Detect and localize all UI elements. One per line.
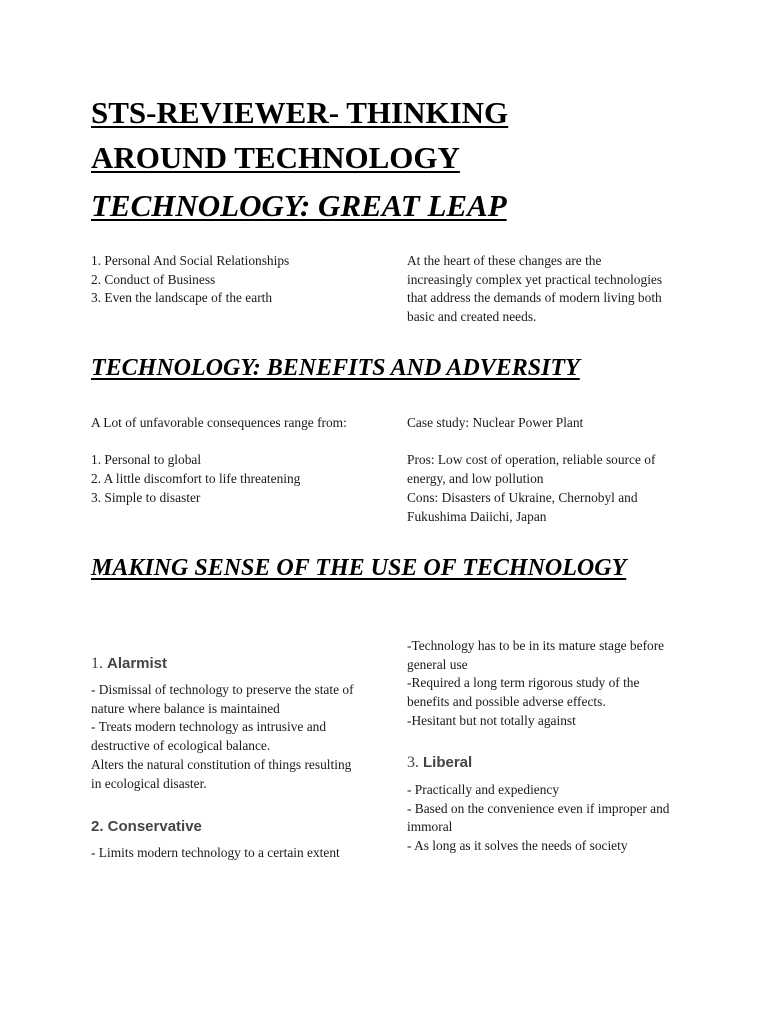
paragraph-line: Pros: Low cost of operation, reliable source of <box>407 452 656 468</box>
conservative-text <box>91 844 376 863</box>
paragraph-line: nature where balance is maintained <box>91 700 280 716</box>
great-leap-list <box>91 252 376 308</box>
paragraph-line: that address the demands of modern living both <box>407 290 662 306</box>
paragraph-line: - Treats modern technology as intrusive and <box>91 719 327 735</box>
spacer <box>91 433 376 452</box>
paragraph-line: energy, and low pollution <box>407 471 544 487</box>
subheading-number: 1. <box>91 655 103 672</box>
spacer <box>407 433 682 452</box>
paragraph-line: in ecological disaster. <box>91 775 207 791</box>
subheading-conservative <box>91 817 202 837</box>
subheading-alarmist <box>91 654 167 674</box>
subheading-liberal <box>407 753 472 773</box>
case-study <box>407 414 682 526</box>
list-item: 2. Conduct of Business <box>91 271 216 287</box>
section-heading-benefits: TECHNOLOGY: BENEFITS AND ADVERSITY <box>91 355 580 381</box>
paragraph-line: Cons: Disasters of Ukraine, Chernobyl and <box>407 489 638 505</box>
list-item: 1. Personal to global <box>91 452 202 468</box>
subheading-label: 2. Conservative <box>91 818 202 835</box>
paragraph-line: Alters the natural constitution of things resulting <box>91 756 352 772</box>
title-line-2: AROUND TECHNOLOGY <box>91 140 460 175</box>
paragraph-line: Fukushima Daiichi, Japan <box>407 508 547 524</box>
subheading-name: Liberal <box>423 754 473 771</box>
list-item: 3. Simple to disaster <box>91 489 201 505</box>
paragraph-line: benefits and possible adverse effects. <box>407 694 606 710</box>
paragraph-line: general use <box>407 656 468 672</box>
paragraph-line: -Hesitant but not totally against <box>407 712 576 728</box>
paragraph-line: - As long as it solves the needs of society <box>407 838 628 854</box>
paragraph-line: - Dismissal of technology to preserve the state of <box>91 682 354 697</box>
paragraph-line: - Limits modern technology to a certain extent <box>91 845 340 860</box>
paragraph-line: increasingly complex yet practical technologies <box>407 271 663 287</box>
paragraph-line: basic and created needs. <box>407 309 537 325</box>
subheading-number: 3. <box>407 754 419 771</box>
paragraph-line: immoral <box>407 819 453 835</box>
section-heading-great-leap: TECHNOLOGY: GREAT LEAP <box>91 188 507 223</box>
paragraph-line: At the heart of these changes are the <box>407 253 602 268</box>
paragraph-line: - Practically and expediency <box>407 782 560 797</box>
list-item: 3. Even the landscape of the earth <box>91 290 273 306</box>
paragraph-line: destructive of ecological balance. <box>91 738 271 754</box>
liberal-text <box>407 781 682 856</box>
adversity-list <box>91 414 376 508</box>
list-item: 1. Personal And Social Relationships <box>91 253 290 268</box>
great-leap-paragraph <box>407 252 682 327</box>
adversity-intro: A Lot of unfavorable consequences range from: <box>91 415 347 430</box>
title-line-1: STS-REVIEWER- THINKING <box>91 95 509 130</box>
paragraph-line: - Based on the convenience even if improper and <box>407 800 670 816</box>
conservative-continued <box>407 637 682 731</box>
paragraph-line: -Required a long term rigorous study of the <box>407 675 640 691</box>
section-heading-making-sense: MAKING SENSE OF THE USE OF TECHNOLOGY <box>91 555 627 581</box>
subheading-name: Alarmist <box>107 655 168 672</box>
alarmist-text <box>91 681 376 793</box>
case-study-intro: Case study: Nuclear Power Plant <box>407 415 584 430</box>
list-item: 2. A little discomfort to life threatening <box>91 471 301 487</box>
paragraph-line: -Technology has to be in its mature stage before <box>407 638 665 653</box>
